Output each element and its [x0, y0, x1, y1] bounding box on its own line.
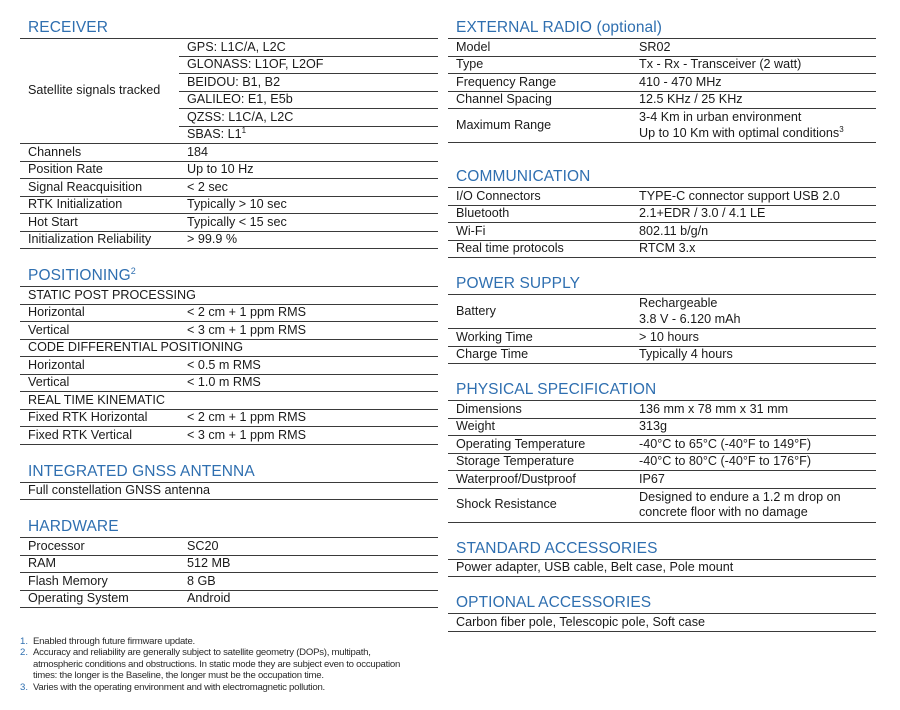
table-row [448, 401, 876, 418]
footnote-text: times: the longer is the Baseline, the longer must be the occupation time. [33, 670, 324, 682]
table-row [448, 453, 876, 471]
row-label: Horizontal [20, 357, 179, 375]
positioning-title: POSITIONING$^2$ [20, 266, 438, 287]
row-value: Typically < 15 sec [179, 214, 438, 232]
row-value: 12.5 KHz / 25 KHz [631, 91, 876, 109]
optional-accessories-table [448, 614, 876, 632]
row-label: Fixed RTK Horizontal [20, 409, 179, 427]
row-label: Battery [448, 295, 631, 329]
physical-table [448, 401, 876, 523]
table-row [20, 590, 438, 608]
row-label: Storage Temperature [448, 453, 631, 471]
row-value: < 1.0 m RMS [179, 374, 438, 392]
table-row [448, 223, 876, 241]
table-row [448, 109, 876, 143]
row-label: Type [448, 56, 631, 74]
row-label: RTK Initialization [20, 196, 179, 214]
footnote-ref: 2 [130, 266, 136, 276]
footnote-ref: 1 [241, 126, 247, 135]
row-value: 410 - 470 MHz [631, 74, 876, 92]
antenna-text: Full constellation GNSS antenna [20, 483, 438, 500]
table-row [448, 346, 876, 364]
table-row [20, 304, 438, 322]
row-value: Android [179, 590, 438, 608]
signal-gps: GPS: L1C/A, L2C [179, 39, 438, 56]
row-label: Wi-Fi [448, 223, 631, 241]
row-value: -40°C to 80°C (-40°F to 176°F) [631, 453, 876, 471]
table-row [448, 295, 876, 329]
table-row [448, 614, 876, 631]
row-label: Channel Spacing [448, 91, 631, 109]
code-header: CODE DIFFERENTIAL POSITIONING [20, 339, 438, 357]
table-row [448, 436, 876, 454]
rtk-header: REAL TIME KINEMATIC [20, 392, 438, 410]
footnotes [20, 636, 440, 693]
row-label: Position Rate [20, 161, 179, 179]
row-label: Shock Resistance [448, 488, 631, 522]
power-section [448, 274, 876, 364]
row-value: 802.11 b/g/n [631, 223, 876, 241]
table-row [448, 471, 876, 489]
hardware-table [20, 538, 438, 608]
radio-title: EXTERNAL RADIO (optional) [448, 18, 876, 39]
row-value: < 3 cm + 1 ppm RMS [179, 427, 438, 445]
positioning-table [20, 287, 438, 445]
signals-label: Satellite signals tracked [20, 39, 179, 144]
row-label: Horizontal [20, 304, 179, 322]
signal-galileo: GALILEO: E1, E5b [179, 91, 438, 109]
communication-table [448, 188, 876, 258]
row-value: Typically 4 hours [631, 346, 876, 364]
row-value: 512 MB [179, 555, 438, 573]
table-row [20, 39, 438, 56]
row-label: Waterproof/Dustproof [448, 471, 631, 489]
footnote-number: 2. [20, 647, 29, 659]
table-row [20, 196, 438, 214]
table-row [20, 322, 438, 340]
row-label: Charge Time [448, 346, 631, 364]
row-label: Weight [448, 418, 631, 436]
signal-beidou: BEIDOU: B1, B2 [179, 74, 438, 92]
row-label: Hot Start [20, 214, 179, 232]
row-value: < 2 sec [179, 179, 438, 197]
standard-accessories-title: STANDARD ACCESSORIES [448, 539, 876, 560]
row-label: Operating Temperature [448, 436, 631, 454]
communication-title: COMMUNICATION [448, 167, 876, 188]
row-label: Working Time [448, 329, 631, 347]
row-value: -40°C to 65°C (-40°F to 149°F) [631, 436, 876, 454]
row-value: < 2 cm + 1 ppm RMS [179, 304, 438, 322]
table-row [20, 538, 438, 555]
table-row [448, 74, 876, 92]
antenna-table [20, 483, 438, 501]
row-value: < 3 cm + 1 ppm RMS [179, 322, 438, 340]
signal-sbas: SBAS: $L1^1$ [179, 126, 438, 144]
row-label: RAM [20, 555, 179, 573]
table-row [448, 91, 876, 109]
optional-accessories-text: Carbon fiber pole, Telescopic pole, Soft case [448, 614, 876, 631]
standard-accessories-table [448, 560, 876, 578]
table-row [448, 56, 876, 74]
row-label: Model [448, 39, 631, 56]
row-value: > 99.9 % [179, 231, 438, 249]
table-row [448, 188, 876, 205]
row-label: I/O Connectors [448, 188, 631, 205]
row-label: Initialization Reliability [20, 231, 179, 249]
table-row [448, 205, 876, 223]
footnote-text: Varies with the operating environment and with electromagnetic pollution. [33, 681, 325, 693]
row-value: 8 GB [179, 573, 438, 591]
footnote [20, 682, 440, 693]
row-value: Tx - Rx - Transceiver (2 watt) [631, 56, 876, 74]
footnote-number: 1. [20, 636, 29, 647]
static-header: STATIC POST PROCESSING [20, 287, 438, 304]
power-table [448, 295, 876, 364]
radio-section [448, 18, 876, 143]
row-value: < 2 cm + 1 ppm RMS [179, 409, 438, 427]
communication-section [448, 167, 876, 258]
row-value: Designed to endure a 1.2 m drop on concrete floor with no damage [631, 488, 876, 522]
optional-accessories-section [448, 593, 876, 632]
table-row [20, 555, 438, 573]
row-value: 2.1+EDR / 3.0 / 4.1 LE [631, 205, 876, 223]
row-label: Dimensions [448, 401, 631, 418]
row-value: SC20 [179, 538, 438, 555]
receiver-title: RECEIVER [20, 18, 438, 39]
row-value: < 0.5 m RMS [179, 357, 438, 375]
table-row [20, 161, 438, 179]
row-value: TYPE-C connector support USB 2.0 [631, 188, 876, 205]
row-label: Frequency Range [448, 74, 631, 92]
row-label: Operating System [20, 590, 179, 608]
table-row [20, 573, 438, 591]
footnote [20, 647, 440, 658]
physical-section [448, 380, 876, 523]
row-value: Typically > 10 sec [179, 196, 438, 214]
row-label: Flash Memory [20, 573, 179, 591]
radio-table [448, 39, 876, 143]
hardware-title: HARDWARE [20, 517, 438, 538]
footnote-text: Accuracy and reliability are generally subject to satellite geometry (DOPs), multipath, [33, 647, 371, 659]
row-value: 184 [179, 144, 438, 162]
optional-accessories-title: OPTIONAL ACCESSORIES [448, 593, 876, 614]
table-row [20, 374, 438, 392]
row-label: Real time protocols [448, 240, 631, 258]
row-label: Vertical [20, 322, 179, 340]
standard-accessories-section [448, 539, 876, 578]
row-label: Processor [20, 538, 179, 555]
signal-qzss: QZSS: L1C/A, L2C [179, 109, 438, 127]
row-value: SR02 [631, 39, 876, 56]
table-row [20, 357, 438, 375]
table-row [20, 483, 438, 500]
table-subheader [20, 287, 438, 304]
row-value: 3-4 Km in urban environment Up to 10 Km with optimal conditions$^3$ [631, 109, 876, 143]
table-row [448, 240, 876, 258]
table-row [448, 488, 876, 522]
row-value: RTCM 3.x [631, 240, 876, 258]
signal-glonass: GLONASS: L1OF, L2OF [179, 56, 438, 74]
row-label: Fixed RTK Vertical [20, 427, 179, 445]
power-title: POWER SUPPLY [448, 274, 876, 295]
row-label: Channels [20, 144, 179, 162]
footnote [20, 636, 440, 647]
table-row [20, 409, 438, 427]
table-row [20, 427, 438, 445]
footnote-text: atmospheric conditions and obstructions. In static mode they are subject even to occupation [33, 658, 401, 670]
footnote-number: 3. [20, 681, 29, 693]
standard-accessories-text: Power adapter, USB cable, Belt case, Pole mount [448, 560, 876, 577]
receiver-table [20, 39, 438, 249]
table-row [20, 214, 438, 232]
footnote-ref: 3 [839, 124, 844, 134]
hardware-section [20, 517, 438, 608]
table-subheader [20, 339, 438, 357]
table-row [20, 231, 438, 249]
row-value: IP67 [631, 471, 876, 489]
table-row [20, 144, 438, 162]
table-row [448, 418, 876, 436]
antenna-title: INTEGRATED GNSS ANTENNA [20, 462, 438, 483]
row-label: Vertical [20, 374, 179, 392]
row-value: 313g [631, 418, 876, 436]
table-row [448, 560, 876, 577]
row-value: 136 mm x 78 mm x 31 mm [631, 401, 876, 418]
table-row [20, 179, 438, 197]
left-column [20, 18, 438, 608]
right-column [448, 18, 876, 632]
row-label: Bluetooth [448, 205, 631, 223]
table-row [448, 329, 876, 347]
positioning-section [20, 266, 438, 445]
antenna-section [20, 462, 438, 501]
table-subheader [20, 392, 438, 410]
receiver-section [20, 18, 438, 249]
row-label: Maximum Range [448, 109, 631, 143]
row-value: Rechargeable 3.8 V - 6.120 mAh [631, 295, 876, 329]
row-label: Signal Reacquisition [20, 179, 179, 197]
table-row [448, 39, 876, 56]
physical-title: PHYSICAL SPECIFICATION [448, 380, 876, 401]
row-value: > 10 hours [631, 329, 876, 347]
row-value: Up to 10 Hz [179, 161, 438, 179]
footnote-text: Enabled through future firmware update. [33, 636, 195, 647]
